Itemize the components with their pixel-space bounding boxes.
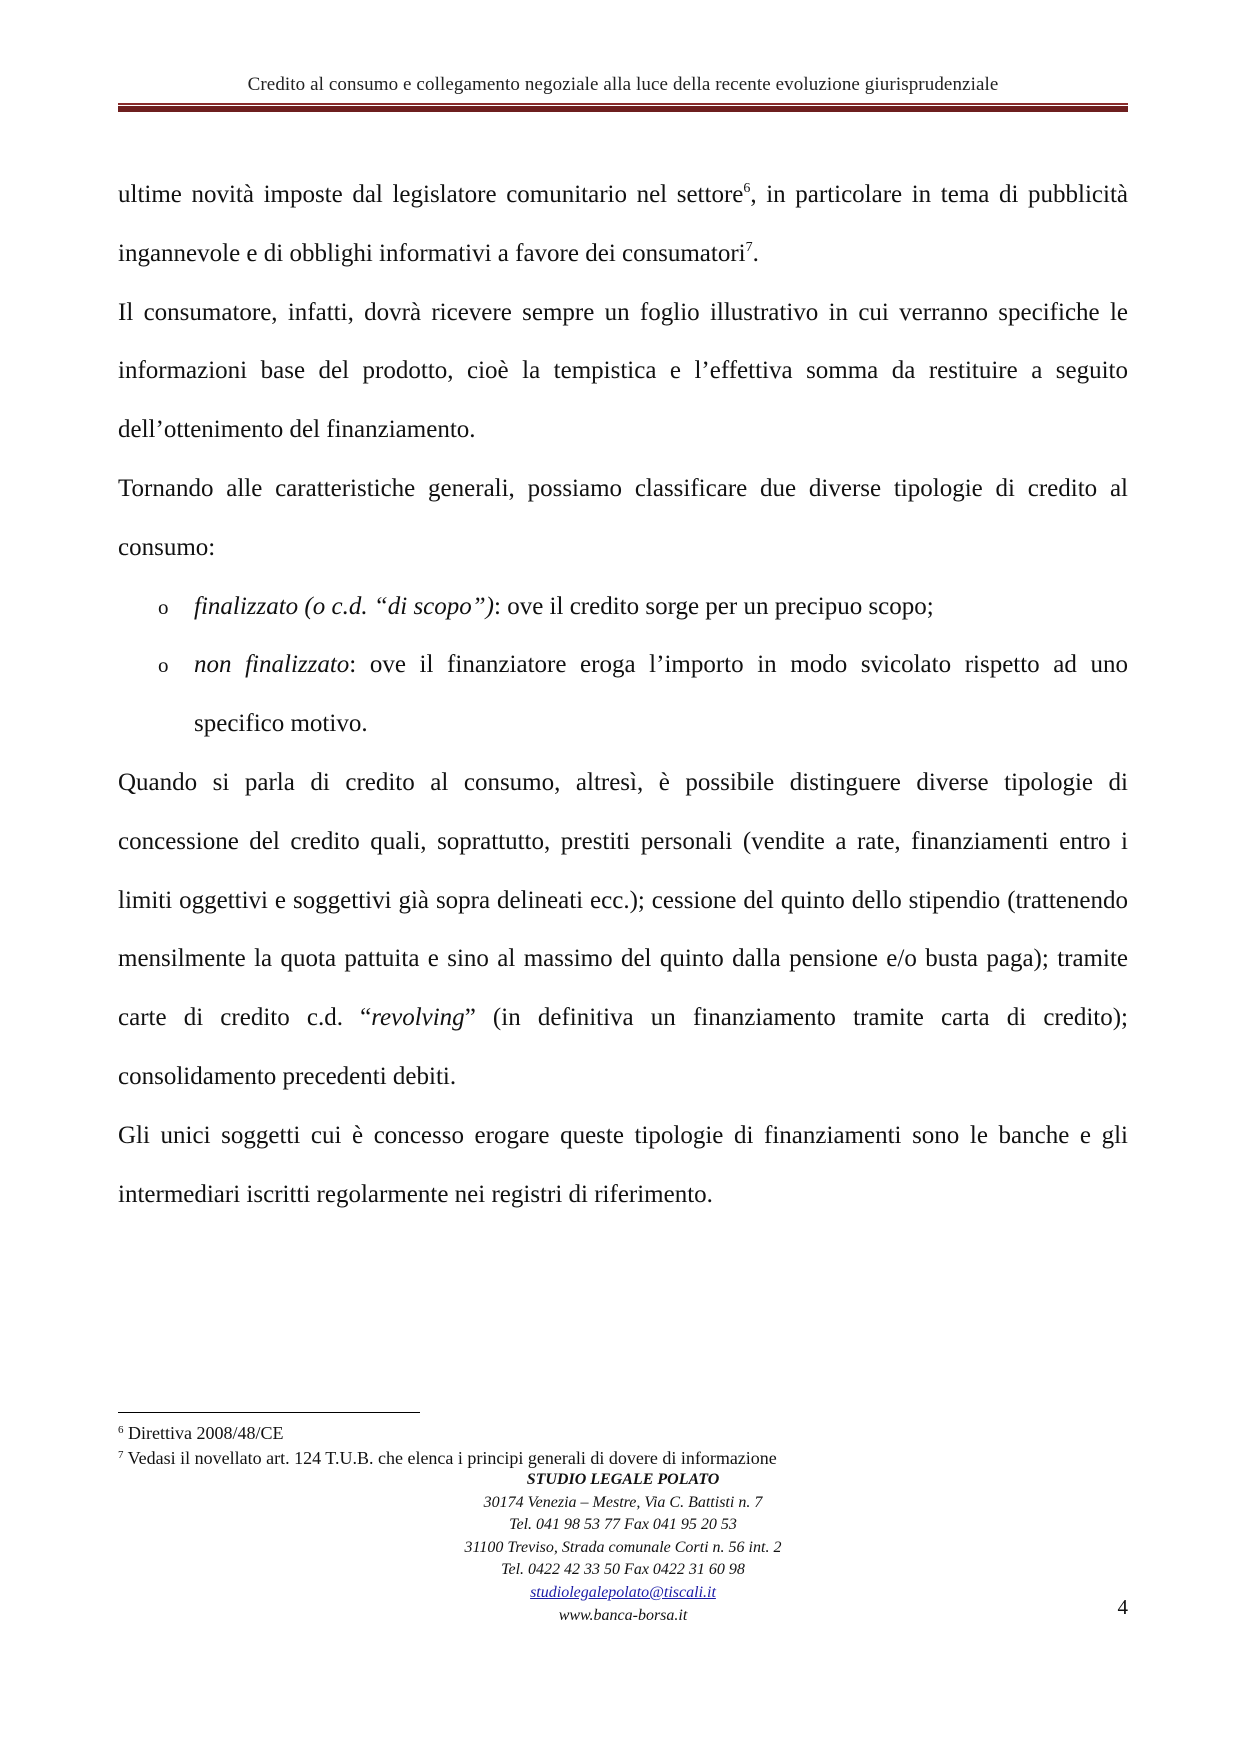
page-number: 4 [1117, 1595, 1128, 1619]
paragraph-4 [118, 754, 1128, 1107]
studio-footer [118, 1469, 1128, 1627]
paragraph-3: Tornando alle caratteristiche generali, possiamo classificare due diverse tipologie di credito al consumo: [118, 474, 1128, 561]
studio-phone-treviso: Tel. 0422 42 33 50 Fax 0422 31 60 98 [501, 1561, 745, 1579]
studio-address-venezia: 30174 Venezia – Mestre, Via C. Battisti n. 7 [483, 1493, 763, 1511]
body-text [118, 166, 1128, 1224]
header-rule-thin [118, 103, 1128, 105]
paragraph-1 [118, 166, 1128, 284]
footnote-text: Vedasi il novellato art. 124 T.U.B. che elenca i principi generali di dovere di informazione [123, 1448, 777, 1468]
paragraph-5: Gli unici soggetti cui è concesso erogare queste tipologie di finanziamenti sono le banche e gli intermediari iscritti regolarmente nei registri di riferimento. [118, 1121, 1128, 1208]
footnotes [118, 1421, 1018, 1471]
bullet-item-finalizzato [118, 578, 1128, 637]
bullet-item-non-finalizzato [118, 636, 1128, 754]
footnote-separator [118, 1412, 420, 1413]
footnote-text: Direttiva 2008/48/CE [123, 1423, 284, 1443]
bullet-text: : ove il finanziatore eroga l’importo in modo svicolato rispetto ad uno specifico motivo. [194, 651, 1128, 738]
studio-address-treviso: 31100 Treviso, Strada comunale Corti n. 56 int. 2 [464, 1538, 782, 1556]
studio-phone-venezia: Tel. 041 98 53 77 Fax 041 95 20 53 [509, 1516, 737, 1534]
paragraph-4-italic: revolving [371, 1004, 465, 1032]
footnote-ref-6: 6 [743, 181, 751, 196]
bullet-marker: o [158, 594, 169, 619]
footnote-6 [118, 1421, 1018, 1446]
studio-website: www.banca-borsa.it [558, 1606, 688, 1624]
paragraph-1-text-b: , in particolare in tema di pubblicità ingannevole e di obblighi informativi a favore dei consumatori [118, 181, 1128, 267]
running-header-title: Credito al consumo e collegamento negoziale alla luce della recente evoluzione giurisprudenziale [247, 74, 999, 95]
footnote-number: 6 [118, 1424, 124, 1436]
paragraph-1-text-a: ultime novità imposte dal legislatore comunitario nel settore [118, 181, 744, 208]
header-rule-thick [118, 106, 1128, 112]
bullet-marker: o [158, 653, 169, 678]
footnote-ref-7: 7 [745, 239, 753, 255]
bullet-term: finalizzato (o c.d. “di scopo”) [194, 592, 495, 620]
paragraph-4-text-b: ” (in definitiva un finanziamento tramite carta di credito); consolidamento precedenti debiti. [118, 1004, 1129, 1090]
footnote-7 [118, 1446, 1018, 1471]
paragraph-4-text-a: Quando si parla di credito al consumo, altresì, è possibile distinguere diverse tipologie di concessione del credito quali, soprattutto, prestiti personali (vendite a rate, finanziamenti entro i limiti oggettivi e soggettivi già sopra delineati ecc.); cessione del quinto dello stipendio (trattenendo mensilmente la quota pattuita e sino al massimo del quinto dalla pensione e/o busta paga); tramite carte di credito c.d. “ [118, 768, 1128, 1032]
footnote-number: 7 [118, 1449, 124, 1461]
paragraph-2: Il consumatore, infatti, dovrà ricevere sempre un foglio illustrativo in cui verranno specifiche le informazioni base del prodotto, cioè la tempistica e l’effettiva somma da restituire a seguito dell’ottenimento del finanziamento. [118, 298, 1128, 444]
paragraph-1-text-c: . [752, 239, 759, 267]
studio-email-link[interactable]: studiolegalepolato@tiscali.it [530, 1583, 716, 1601]
studio-name: STUDIO LEGALE POLATO [526, 1471, 720, 1488]
bullet-text: : ove il credito sorge per un precipuo scopo; [494, 592, 934, 620]
bullet-term: non finalizzato [194, 651, 350, 679]
